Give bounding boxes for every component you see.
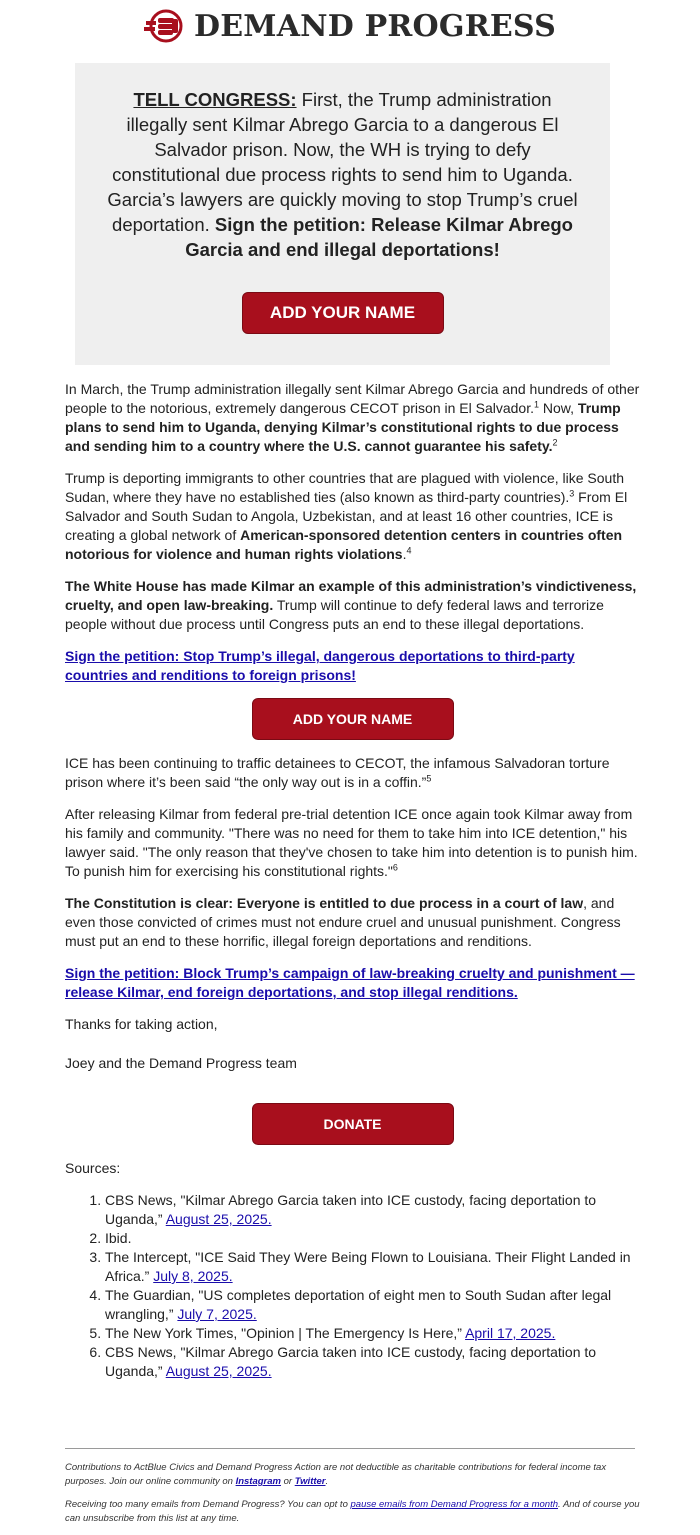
unsub-text: Receiving too many emails from Demand Progress? You can opt to bbox=[65, 1499, 351, 1510]
pause-emails-link[interactable]: pause emails from Demand Progress for a month bbox=[350, 1499, 559, 1510]
p5-text: After releasing Kilmar from federal pre-trial detention ICE once again took Kilmar away from his family and community. "There was no need for them to take him into ICE detention," his lawyer said. "The only reason that they've chosen to take him into detention is to punish him. To punish him for exercising his constitutional rights." bbox=[65, 806, 638, 879]
source-text: The New York Times, "Opinion | The Emergency Is Here,” bbox=[105, 1325, 466, 1341]
petition-link-1[interactable]: Sign the petition: Stop Trump’s illegal, dangerous deportations to third-party countries and renditions to foreign prisons! bbox=[65, 648, 575, 683]
source-text: Ibid. bbox=[105, 1230, 132, 1246]
source-item bbox=[105, 1248, 640, 1286]
hero-box bbox=[75, 63, 610, 365]
unsub-text-b: . And of course you can unsubscribe from this list at any time. bbox=[65, 1499, 640, 1524]
signature: Joey and the Demand Progress team bbox=[65, 1055, 297, 1071]
fist-icon bbox=[144, 9, 186, 43]
footer-divider bbox=[65, 1448, 635, 1449]
footnote-3: 3 bbox=[569, 488, 575, 499]
header bbox=[0, 0, 700, 48]
footer-unsubscribe bbox=[65, 1498, 640, 1526]
source-item bbox=[105, 1324, 640, 1343]
footnote-1: 1 bbox=[534, 399, 540, 410]
hero-body-text: First, the Trump administration illegally sent Kilmar Abrego Garcia to a dangerous El Salvador prison. Now, the WH is trying to defy constitutional due process rights to send him to Uganda. Garcia’s lawyers are quickly moving to stop Trump’s cruel deportation. bbox=[107, 89, 578, 235]
p2-bold: American-sponsored detention centers in countries often notorious for violence and human rights violations bbox=[65, 527, 623, 562]
paragraph-3 bbox=[65, 577, 640, 634]
p3-bold: The White House has made Kilmar an example of this administration’s vindictiveness, cruelty, and open law-breaking. bbox=[65, 578, 637, 613]
or-text: or bbox=[280, 1476, 295, 1487]
source-date-link[interactable]: August 25, 2025. bbox=[165, 1363, 272, 1379]
logo-text: DEMAND PROGRESS bbox=[194, 8, 556, 44]
add-your-name-button-2[interactable]: ADD YOUR NAME bbox=[252, 698, 454, 740]
hero-bold-text: Sign the petition: Release Kilmar Abrego Garcia and end illegal deportations! bbox=[185, 214, 573, 260]
donate-button[interactable]: DONATE bbox=[252, 1103, 454, 1145]
period-text: . bbox=[325, 1476, 329, 1487]
paragraph-4 bbox=[65, 754, 640, 792]
footer-disclaimer bbox=[65, 1461, 640, 1489]
disclaimer-text: Contributions to ActBlue Civics and Demand Progress Action are not deductible as charitable contributions for federal income tax purposes. Join our online community on bbox=[65, 1462, 607, 1487]
petition-link-1-wrap bbox=[65, 647, 640, 685]
source-date-link[interactable]: July 7, 2025. bbox=[177, 1306, 257, 1322]
sources-list bbox=[65, 1191, 640, 1381]
source-text: The Intercept, "ICE Said They Were Being Flown to Louisiana. Their Flight Landed in Africa.” bbox=[105, 1249, 631, 1284]
p3-text: Trump will continue to defy federal laws and terrorize people without due process until Congress puts an end to these illegal deportations. bbox=[65, 597, 604, 632]
p1-bold: Trump plans to send him to Uganda, denying Kilmar’s constitutional rights to due process and sending him to a country where the U.S. cannot guarantee his safety. bbox=[65, 400, 621, 454]
source-date-link[interactable]: July 8, 2025. bbox=[153, 1268, 233, 1284]
add-your-name-button[interactable]: ADD YOUR NAME bbox=[242, 292, 444, 334]
source-date-link[interactable]: August 25, 2025. bbox=[165, 1211, 272, 1227]
p6-text: , and even those convicted of crimes must not endure cruel and unusual punishment. Congress must put an end to these horrific, illegal foreign deportations and renditions. bbox=[65, 895, 621, 949]
email-body bbox=[65, 380, 640, 1381]
p2-text: Trump is deporting immigrants to other countries that are plagued with violence, like South Sudan, where they have no established ties (also known as third-party countries). bbox=[65, 470, 624, 505]
source-text: The Guardian, "US completes deportation of eight men to South Sudan after legal wrangling,” bbox=[105, 1287, 612, 1322]
p2-text-b: From El Salvador and South Sudan to Angola, Uzbekistan, and at least 16 other countries, ICE is creating a global network of bbox=[65, 489, 628, 543]
source-item bbox=[105, 1343, 640, 1381]
sources-label: Sources: bbox=[65, 1160, 121, 1176]
paragraph-2 bbox=[65, 469, 640, 564]
paragraph-1 bbox=[65, 380, 640, 456]
p1-text-b: Now, bbox=[539, 400, 578, 416]
tell-congress-label: TELL CONGRESS: bbox=[133, 89, 297, 110]
source-date-link[interactable]: April 17, 2025. bbox=[465, 1325, 556, 1341]
source-item bbox=[105, 1229, 640, 1248]
source-text: CBS News, "Kilmar Abrego Garcia taken into ICE custody, facing deportation to Uganda,” bbox=[105, 1192, 597, 1227]
footnote-5: 5 bbox=[426, 773, 432, 784]
petition-link-2[interactable]: Sign the petition: Block Trump’s campaign of law-breaking cruelty and punishment — release Kilmar, end foreign deportations, and stop illegal renditions. bbox=[65, 965, 635, 1000]
petition-link-2-wrap bbox=[65, 964, 640, 1002]
footnote-4: 4 bbox=[406, 545, 412, 556]
thanks-text: Thanks for taking action, bbox=[65, 1016, 218, 1032]
p4-text: ICE has been continuing to traffic detainees to CECOT, the infamous Salvadoran torture prison where it’s been said “the only way out is in a coffin.” bbox=[65, 755, 610, 790]
source-text: CBS News, "Kilmar Abrego Garcia taken into ICE custody, facing deportation to Uganda,” bbox=[105, 1344, 597, 1379]
twitter-link[interactable]: Twitter bbox=[294, 1476, 326, 1487]
p2-period: . bbox=[402, 546, 407, 562]
instagram-link[interactable]: Instagram bbox=[235, 1476, 281, 1487]
hero-text bbox=[103, 87, 582, 262]
paragraph-5 bbox=[65, 805, 640, 881]
footnote-6: 6 bbox=[392, 862, 398, 873]
p6-bold: The Constitution is clear: Everyone is entitled to due process in a court of law bbox=[65, 895, 584, 911]
source-item bbox=[105, 1191, 640, 1229]
paragraph-6 bbox=[65, 894, 640, 951]
source-item bbox=[105, 1286, 640, 1324]
p1-text: In March, the Trump administration illegally sent Kilmar Abrego Garcia and hundreds of other people to the notorious, extremely dangerous CECOT prison in El Salvador. bbox=[65, 381, 640, 416]
footnote-2: 2 bbox=[552, 437, 558, 448]
footer bbox=[65, 1461, 640, 1535]
